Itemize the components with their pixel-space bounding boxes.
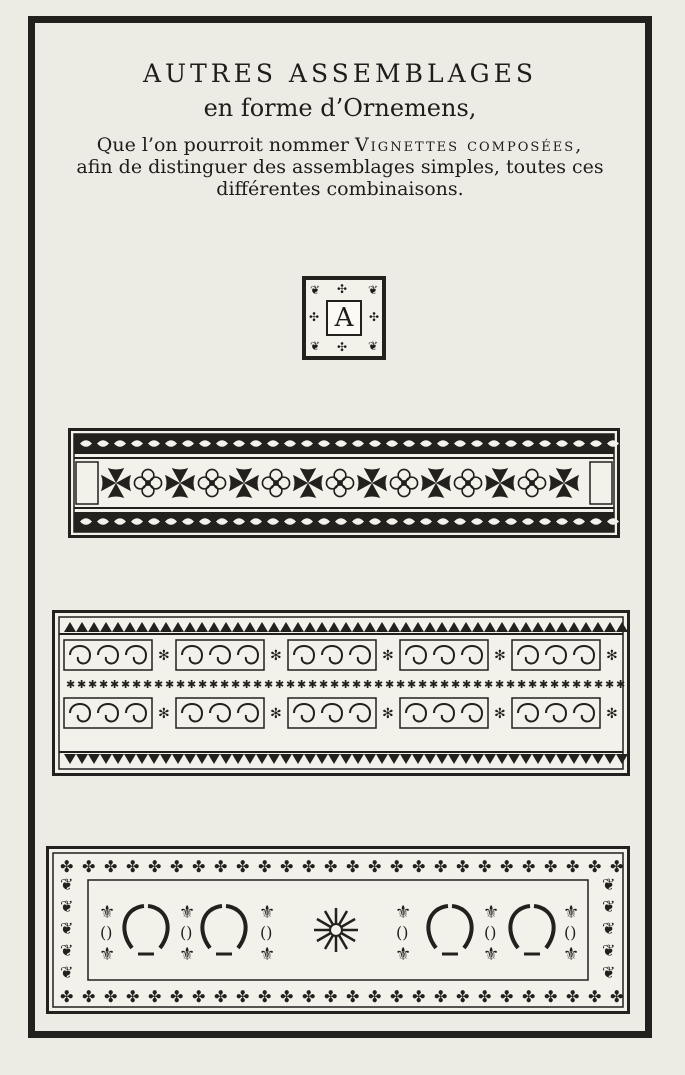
star-ornament: ✱ xyxy=(561,678,571,691)
fleuron-ornament: ✤ xyxy=(126,857,140,876)
fleuron-ornament: ✤ xyxy=(346,857,360,876)
star-ornament: ✱ xyxy=(473,678,483,691)
svg-text:(): () xyxy=(396,923,409,942)
fleuron-ornament: ✤ xyxy=(434,987,448,1006)
star-ornament: ✱ xyxy=(616,678,626,691)
fleuron-ornament: ✤ xyxy=(170,857,184,876)
svg-text:⚜: ⚜ xyxy=(179,944,196,965)
fleuron-ornament: ✤ xyxy=(566,857,580,876)
fleuron-ornament: ✤ xyxy=(434,857,448,876)
star-ornament: ✻ xyxy=(606,648,618,664)
fleuron-ornament: ✤ xyxy=(148,987,162,1006)
svg-text:(): () xyxy=(100,923,113,942)
fleuron-ornament: ✤ xyxy=(60,857,74,876)
star-ornament: ✱ xyxy=(242,678,252,691)
fleuron-ornament: ✤ xyxy=(104,857,118,876)
svg-text:⚜: ⚜ xyxy=(99,944,116,965)
svg-text:⚜: ⚜ xyxy=(395,902,412,923)
star-ornament: ✱ xyxy=(110,678,120,691)
star-ornament: ✱ xyxy=(374,678,384,691)
star-ornament: ✱ xyxy=(66,678,76,691)
star-ornament: ✱ xyxy=(308,678,318,691)
fleuron-ornament: ✤ xyxy=(214,987,228,1006)
fleuron-icon: ❦ xyxy=(367,339,378,353)
fleuron-ornament: ✤ xyxy=(280,857,294,876)
star-ornament: ✱ xyxy=(451,678,461,691)
star-ornament: ✻ xyxy=(494,706,506,722)
fleuron-ornament: ✤ xyxy=(390,857,404,876)
fleuron-ornament: ✤ xyxy=(522,857,536,876)
star-ornament: ✱ xyxy=(539,678,549,691)
fleuron-ornament: ✤ xyxy=(324,987,338,1006)
fleuron-ornament: ✤ xyxy=(390,987,404,1006)
star-ornament: ✱ xyxy=(275,678,285,691)
star-ornament: ✱ xyxy=(88,678,98,691)
fleuron-ornament: ✤ xyxy=(610,857,624,876)
star-ornament: ✱ xyxy=(462,678,472,691)
fleuron-ornament: ✤ xyxy=(566,987,580,1006)
svg-text:⚜: ⚜ xyxy=(483,902,500,923)
ornament-band-2 xyxy=(52,610,630,776)
fleuron-ornament: ✤ xyxy=(478,987,492,1006)
svg-text:⚜: ⚜ xyxy=(395,944,412,965)
star-ornament: ✱ xyxy=(605,678,615,691)
fleuron-ornament: ✤ xyxy=(412,987,426,1006)
star-ornament: ✻ xyxy=(158,706,170,722)
star-ornament: ✱ xyxy=(418,678,428,691)
star-ornament: ✱ xyxy=(506,678,516,691)
svg-text:⚜: ⚜ xyxy=(259,902,276,923)
fleuron-icon: ✣ xyxy=(309,310,320,324)
fleuron-ornament: ✤ xyxy=(522,987,536,1006)
star-ornament: ✻ xyxy=(494,648,506,664)
fleuron-icon: ❦ xyxy=(310,283,321,297)
fleuron-ornament: ❦ xyxy=(60,919,74,938)
svg-text:(): () xyxy=(564,923,577,942)
description-line1-start: Que l’on pourroit nommer xyxy=(96,134,355,156)
star-ornament: ✱ xyxy=(253,678,263,691)
ornamental-initial xyxy=(302,276,386,360)
fleuron-ornament: ✤ xyxy=(500,987,514,1006)
svg-text:(): () xyxy=(260,923,273,942)
fleuron-ornament: ✤ xyxy=(192,857,206,876)
fleuron-ornament: ❦ xyxy=(60,897,74,916)
fleuron-icon: ❦ xyxy=(367,283,378,297)
fleuron-ornament: ✤ xyxy=(610,987,624,1006)
fleuron-ornament: ✤ xyxy=(214,857,228,876)
star-ornament: ✱ xyxy=(583,678,593,691)
ornament-band-1 xyxy=(68,428,620,538)
star-ornament: ✱ xyxy=(352,678,362,691)
star-ornament: ✱ xyxy=(429,678,439,691)
fleuron-ornament: ✤ xyxy=(170,987,184,1006)
star-ornament: ✱ xyxy=(330,678,340,691)
svg-text:⚜: ⚜ xyxy=(483,944,500,965)
star-ornament: ✱ xyxy=(198,678,208,691)
fleuron-ornament: ✤ xyxy=(60,987,74,1006)
star-ornament: ✱ xyxy=(319,678,329,691)
fleuron-ornament: ✤ xyxy=(544,987,558,1006)
svg-text:⚜: ⚜ xyxy=(563,902,580,923)
fleuron-ornament: ✤ xyxy=(236,987,250,1006)
star-ornament: ✱ xyxy=(572,678,582,691)
fleuron-ornament: ❦ xyxy=(602,963,616,982)
fleuron-ornament: ✤ xyxy=(258,987,272,1006)
star-ornament: ✱ xyxy=(407,678,417,691)
star-ornament: ✱ xyxy=(176,678,186,691)
fleuron-ornament: ✤ xyxy=(104,987,118,1006)
fleuron-ornament: ❦ xyxy=(602,875,616,894)
star-ornament: ✱ xyxy=(220,678,230,691)
star-ornament: ✱ xyxy=(231,678,241,691)
star-ornament: ✻ xyxy=(606,706,618,722)
fleuron-ornament: ❦ xyxy=(602,897,616,916)
fleuron-ornament: ✤ xyxy=(412,857,426,876)
star-ornament: ✱ xyxy=(264,678,274,691)
fleuron-ornament: ✤ xyxy=(148,857,162,876)
star-ornament: ✻ xyxy=(158,648,170,664)
fleuron-ornament: ✤ xyxy=(588,857,602,876)
fleuron-ornament: ✤ xyxy=(456,857,470,876)
initial-letter: A xyxy=(326,300,362,336)
fleuron-ornament: ❦ xyxy=(602,941,616,960)
fleuron-icon: ✣ xyxy=(337,282,348,296)
svg-text:⚜: ⚜ xyxy=(99,902,116,923)
star-ornament: ✱ xyxy=(99,678,109,691)
band-1-svg xyxy=(68,428,620,538)
fleuron-ornament: ✤ xyxy=(126,987,140,1006)
star-ornament: ✻ xyxy=(270,648,282,664)
title-block xyxy=(40,58,640,200)
description xyxy=(40,134,640,200)
fleuron-ornament: ✤ xyxy=(500,857,514,876)
star-ornament: ✱ xyxy=(517,678,527,691)
fleuron-ornament: ✤ xyxy=(82,987,96,1006)
star-ornament: ✱ xyxy=(165,678,175,691)
star-ornament: ✱ xyxy=(495,678,505,691)
description-smallcaps: Vignettes composées, xyxy=(354,134,584,156)
star-ornament: ✱ xyxy=(550,678,560,691)
star-ornament: ✱ xyxy=(286,678,296,691)
ornament-band-3 xyxy=(46,846,630,1014)
star-ornament: ✻ xyxy=(382,648,394,664)
fleuron-ornament: ✤ xyxy=(544,857,558,876)
star-ornament: ✱ xyxy=(121,678,131,691)
band-3-svg xyxy=(46,846,630,1014)
star-ornament: ✱ xyxy=(528,678,538,691)
fleuron-ornament: ✤ xyxy=(280,987,294,1006)
svg-text:(): () xyxy=(484,923,497,942)
fleuron-ornament: ✤ xyxy=(368,987,382,1006)
svg-text:⚜: ⚜ xyxy=(179,902,196,923)
svg-text:(): () xyxy=(180,923,193,942)
star-ornament: ✱ xyxy=(396,678,406,691)
fleuron-ornament: ✤ xyxy=(302,857,316,876)
fleuron-ornament: ✤ xyxy=(324,857,338,876)
star-ornament: ✱ xyxy=(440,678,450,691)
star-ornament: ✱ xyxy=(209,678,219,691)
star-ornament: ✱ xyxy=(187,678,197,691)
star-ornament: ✱ xyxy=(385,678,395,691)
fleuron-ornament: ❦ xyxy=(602,919,616,938)
fleuron-icon: ✣ xyxy=(337,340,348,354)
fleuron-ornament: ✤ xyxy=(346,987,360,1006)
fleuron-ornament: ❦ xyxy=(60,941,74,960)
fleuron-ornament: ❦ xyxy=(60,875,74,894)
fleuron-ornament: ✤ xyxy=(302,987,316,1006)
band-2-svg xyxy=(52,610,630,776)
star-ornament: ✱ xyxy=(484,678,494,691)
star-ornament: ✱ xyxy=(297,678,307,691)
fleuron-ornament: ✤ xyxy=(456,987,470,1006)
description-line3: différentes combinaisons. xyxy=(216,178,464,200)
star-ornament: ✱ xyxy=(132,678,142,691)
star-ornament: ✱ xyxy=(594,678,604,691)
star-ornament: ✻ xyxy=(382,706,394,722)
star-ornament: ✻ xyxy=(270,706,282,722)
description-line2: afin de distinguer des assemblages simples, toutes ces xyxy=(76,156,604,178)
fleuron-ornament: ✤ xyxy=(192,987,206,1006)
fleuron-ornament: ✤ xyxy=(588,987,602,1006)
fleuron-ornament: ✤ xyxy=(368,857,382,876)
page-title: AUTRES ASSEMBLAGES xyxy=(142,59,538,88)
page-subtitle: en forme d’Ornemens, xyxy=(203,94,477,122)
fleuron-ornament: ✤ xyxy=(82,857,96,876)
svg-text:⚜: ⚜ xyxy=(259,944,276,965)
star-ornament: ✱ xyxy=(363,678,373,691)
star-ornament: ✱ xyxy=(77,678,87,691)
star-ornament: ✱ xyxy=(143,678,153,691)
star-ornament: ✱ xyxy=(154,678,164,691)
fleuron-ornament: ❦ xyxy=(60,963,74,982)
fleuron-ornament: ✤ xyxy=(258,857,272,876)
fleuron-ornament: ✤ xyxy=(478,857,492,876)
star-ornament: ✱ xyxy=(341,678,351,691)
fleuron-icon: ✣ xyxy=(368,310,379,324)
fleuron-icon: ❦ xyxy=(310,339,321,353)
svg-text:⚜: ⚜ xyxy=(563,944,580,965)
fleuron-ornament: ✤ xyxy=(236,857,250,876)
